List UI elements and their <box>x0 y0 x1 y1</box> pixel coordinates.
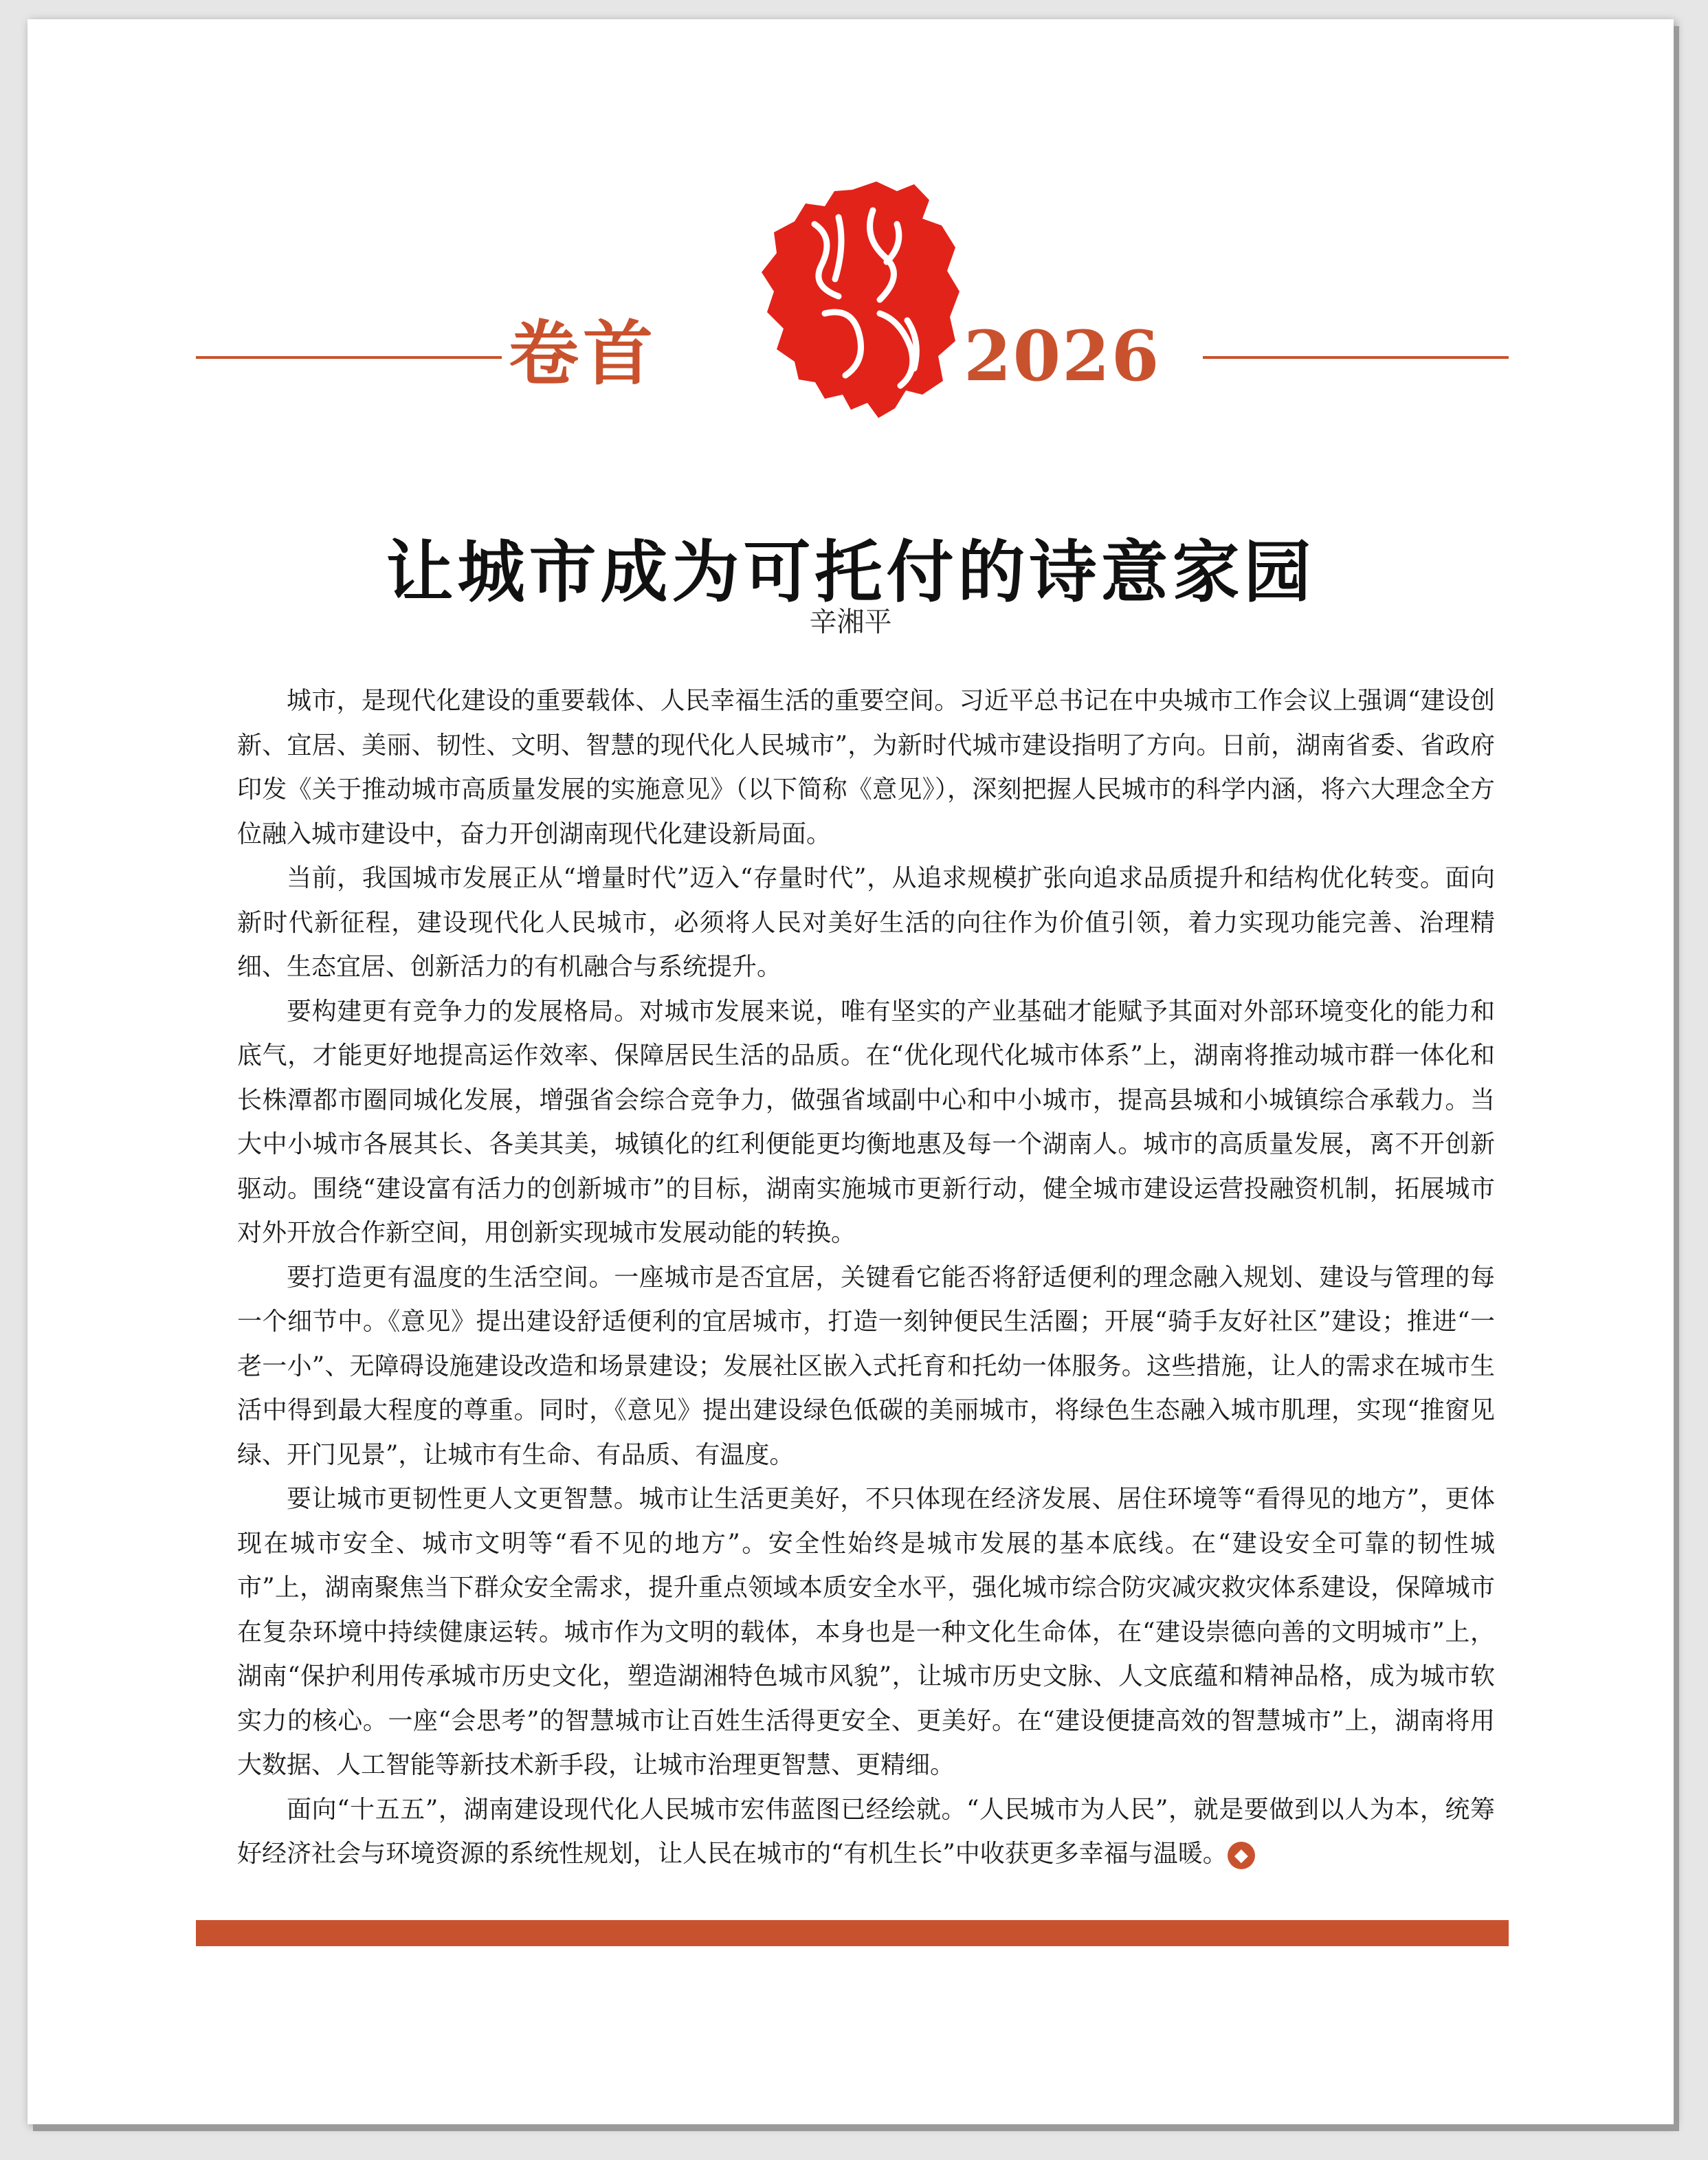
hunan-map-shape <box>762 181 960 418</box>
paragraph-6-wrap <box>237 1788 1495 1877</box>
section-label: 卷首 <box>509 313 657 395</box>
footer-bar <box>196 1920 1509 1946</box>
paragraph-6: 面向“十五五”，湖南建设现代化人民城市宏伟蓝图已经绘就。“人民城市为人民”，就是要做到以人为本，统筹好经济社会与环境资源的系统性规划，让人民在城市的“有机生长”中收获更多幸福与温暖。 <box>237 1795 1495 1868</box>
header-rule-right <box>1203 356 1509 359</box>
paragraph-4: 要打造更有温度的生活空间。一座城市是否宜居，关键看它能否将舒适便利的理念融入规划、建设与管理的每一个细节中。《意见》提出建设舒适便利的宜居城市，打造一刻钟便民生活圈；开展“骑手友好社区”建设；推进“一老一小”、无障碍设施建设改造和场景建设；发展社区嵌入式托育和托幼一体服务。这些措施，让人的需求在城市生活中得到最大程度的尊重。同时，《意见》提出建设绿色低碳的美丽城市，将绿色生态融入城市肌理，实现“推窗见绿、开门见景”，让城市有生命、有品质、有温度。 <box>237 1263 1495 1469</box>
article-body <box>237 679 1495 1877</box>
magazine-logo <box>749 176 969 430</box>
paragraph-5: 要让城市更韧性更人文更智慧。城市让生活更美好，不只体现在经济发展、居住环境等“看得见的地方”，更体现在城市安全、城市文明等“看不见的地方”。安全性始终是城市发展的基本底线。在“建设安全可靠的韧性城市”上，湖南聚焦当下群众安全需求，提升重点领域本质安全水平，强化城市综合防灾减灾救灾体系建设，保障城市在复杂环境中持续健康运转。城市作为文明的载体，本身也是一种文化生命体，在“建设崇德向善的文明城市”上，湖南“保护利用传承城市历史文化，塑造湖湘特色城市风貌”，让城市历史文脉、人文底蕴和精神品格，成为城市软实力的核心。一座“会思考”的智慧城市让百姓生活得更安全、更美好。在“建设便捷高效的智慧城市”上，湖南将用大数据、人工智能等新技术新手段，让城市治理更智慧、更精细。 <box>237 1485 1495 1779</box>
magazine-page <box>27 19 1674 2124</box>
article-title: 让城市成为可托付的诗意家园 <box>386 532 1316 612</box>
end-mark-icon: ◆ <box>1228 1842 1255 1869</box>
page-header <box>27 19 1674 445</box>
paragraph-3: 要构建更有竞争力的发展格局。对城市发展来说，唯有坚实的产业基础才能赋予其面对外部环境变化的能力和底气，才能更好地提高运作效率、保障居民生活的品质。在“优化现代化城市体系”上，湖南将推动城市群一体化和长株潭都市圈同城化发展，增强省会综合竞争力，做强省域副中心和中小城市，提高县城和小城镇综合承载力。当大中小城市各展其长、各美其美，城镇化的红利便能更均衡地惠及每一个湖南人。城市的高质量发展，离不开创新驱动。围绕“建设富有活力的创新城市”的目标，湖南实施城市更新行动，健全城市建设运营投融资机制，拓展城市对外开放合作新空间，用创新实现城市发展动能的转换。 <box>237 997 1495 1247</box>
paragraph-1: 城市，是现代化建设的重要载体、人民幸福生活的重要空间。习近平总书记在中央城市工作会议上强调“建设创新、宜居、美丽、韧性、文明、智慧的现代化人民城市”，为新时代城市建设指明了方向。日前，湖南省委、省政府印发《关于推动城市高质量发展的实施意见》（以下简称《意见》），深刻把握人民城市的科学内涵，将六大理念全方位融入城市建设中，奋力开创湖南现代化建设新局面。 <box>237 687 1495 848</box>
paragraph-2: 当前，我国城市发展正从“增量时代”迈入“存量时代”，从追求规模扩张向追求品质提升和结构优化转变。面向新时代新征程，建设现代化人民城市，必须将人民对美好生活的向往作为价值引领，着力实现功能完善、治理精细、生态宜居、创新活力的有机融合与系统提升。 <box>237 864 1495 981</box>
article-author: 辛湘平 <box>809 606 892 638</box>
issue-year: 2026 <box>964 316 1161 397</box>
header-rule-left <box>196 356 502 359</box>
